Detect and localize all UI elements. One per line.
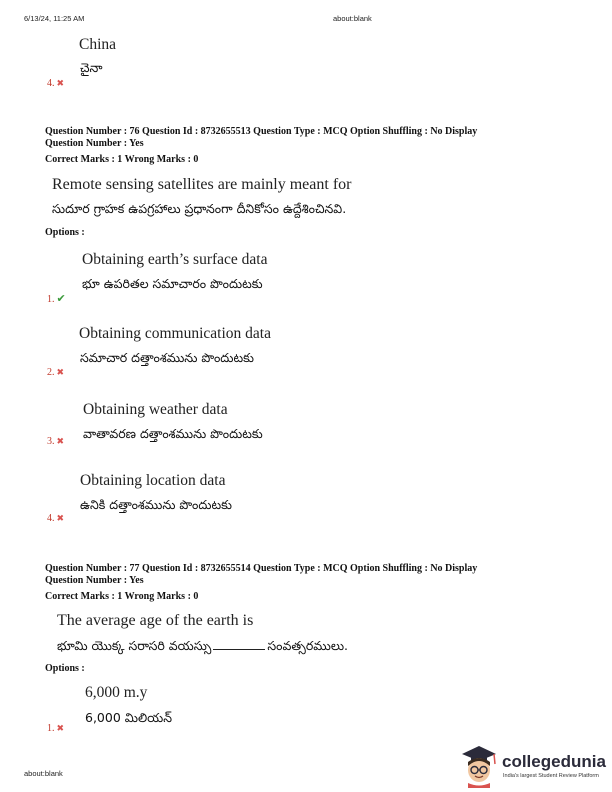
option-telugu: 6,000 మిలియన్ (85, 710, 172, 725)
cross-icon: ✖ (56, 514, 65, 524)
question-text-telugu: సుదూర గ్రాహక ఉపగ్రహాలు ప్రధానంగా దీనికోసం ఉద్దేశించినవి. (52, 201, 347, 216)
question-text-telugu-part1: భూమి యొక్క సరాసరి వయస్సు (57, 638, 212, 653)
option-number (47, 723, 64, 734)
question-marks: Correct Marks : 1 Wrong Marks : 0 (45, 154, 199, 165)
cross-icon: ✖ (56, 368, 65, 378)
question-meta-line1: Question Number : 77 Question Id : 8732655514 Question Type : MCQ Option Shuffling : No Display (45, 563, 478, 574)
option-english: Obtaining location data (80, 472, 226, 489)
check-icon: ✔ (56, 292, 66, 305)
question-meta-line2: Question Number : Yes (45, 575, 144, 586)
print-datetime: 6/13/24, 11:25 AM (24, 14, 85, 23)
print-title: about:blank (333, 14, 372, 23)
option-telugu: చైనా (80, 60, 103, 75)
cross-icon: ✖ (56, 437, 65, 447)
option-number-label: 2. (47, 367, 55, 378)
cross-icon: ✖ (56, 79, 65, 89)
option-number-label: 1. (47, 294, 55, 305)
option-telugu: సమాచార దత్తాంశమును పొందుటకు (80, 350, 254, 365)
question-text-english: The average age of the earth is (57, 612, 254, 629)
option-number-label: 4. (47, 513, 55, 524)
question-meta-line1: Question Number : 76 Question Id : 8732655513 Question Type : MCQ Option Shuffling : No Display (45, 126, 478, 137)
option-english: China (79, 36, 117, 53)
question-text-telugu (57, 638, 348, 657)
option-number-label: 4. (47, 78, 55, 89)
option-number-label: 1. (47, 723, 55, 734)
option-number (47, 436, 64, 447)
option-number (47, 78, 64, 89)
brand-tagline: India's largest Student Review Platform (503, 773, 599, 779)
option-english: Obtaining communication data (79, 325, 271, 342)
collegedunia-logo (458, 742, 608, 788)
question-meta-line2: Question Number : Yes (45, 138, 144, 149)
option-telugu: ఉనికి దత్తాంశమును పొందుటకు (80, 497, 233, 512)
question-marks: Correct Marks : 1 Wrong Marks : 0 (45, 591, 199, 602)
options-label: Options : (45, 663, 85, 674)
option-number (47, 292, 66, 305)
question-text-english: Remote sensing satellites are mainly meant for (52, 176, 352, 193)
cross-icon: ✖ (56, 724, 65, 734)
print-footer-url: about:blank (24, 769, 63, 778)
fill-blank-line (213, 648, 265, 650)
option-number-label: 3. (47, 436, 55, 447)
options-label: Options : (45, 227, 85, 238)
option-english: Obtaining earth’s surface data (82, 251, 268, 268)
brand-name: collegedunia (502, 752, 606, 771)
option-number (47, 513, 64, 524)
question-text-telugu-part2: సంవత్సరములు. (267, 638, 348, 653)
mascot-icon (458, 742, 500, 788)
option-english: 6,000 m.y (85, 684, 148, 701)
option-telugu: భూ ఉపరితల సమాచారం పొందుటకు (82, 276, 263, 291)
option-english: Obtaining weather data (83, 401, 228, 418)
option-number (47, 367, 64, 378)
option-telugu: వాతావరణ దత్తాంశమును పొందుటకు (83, 426, 263, 441)
